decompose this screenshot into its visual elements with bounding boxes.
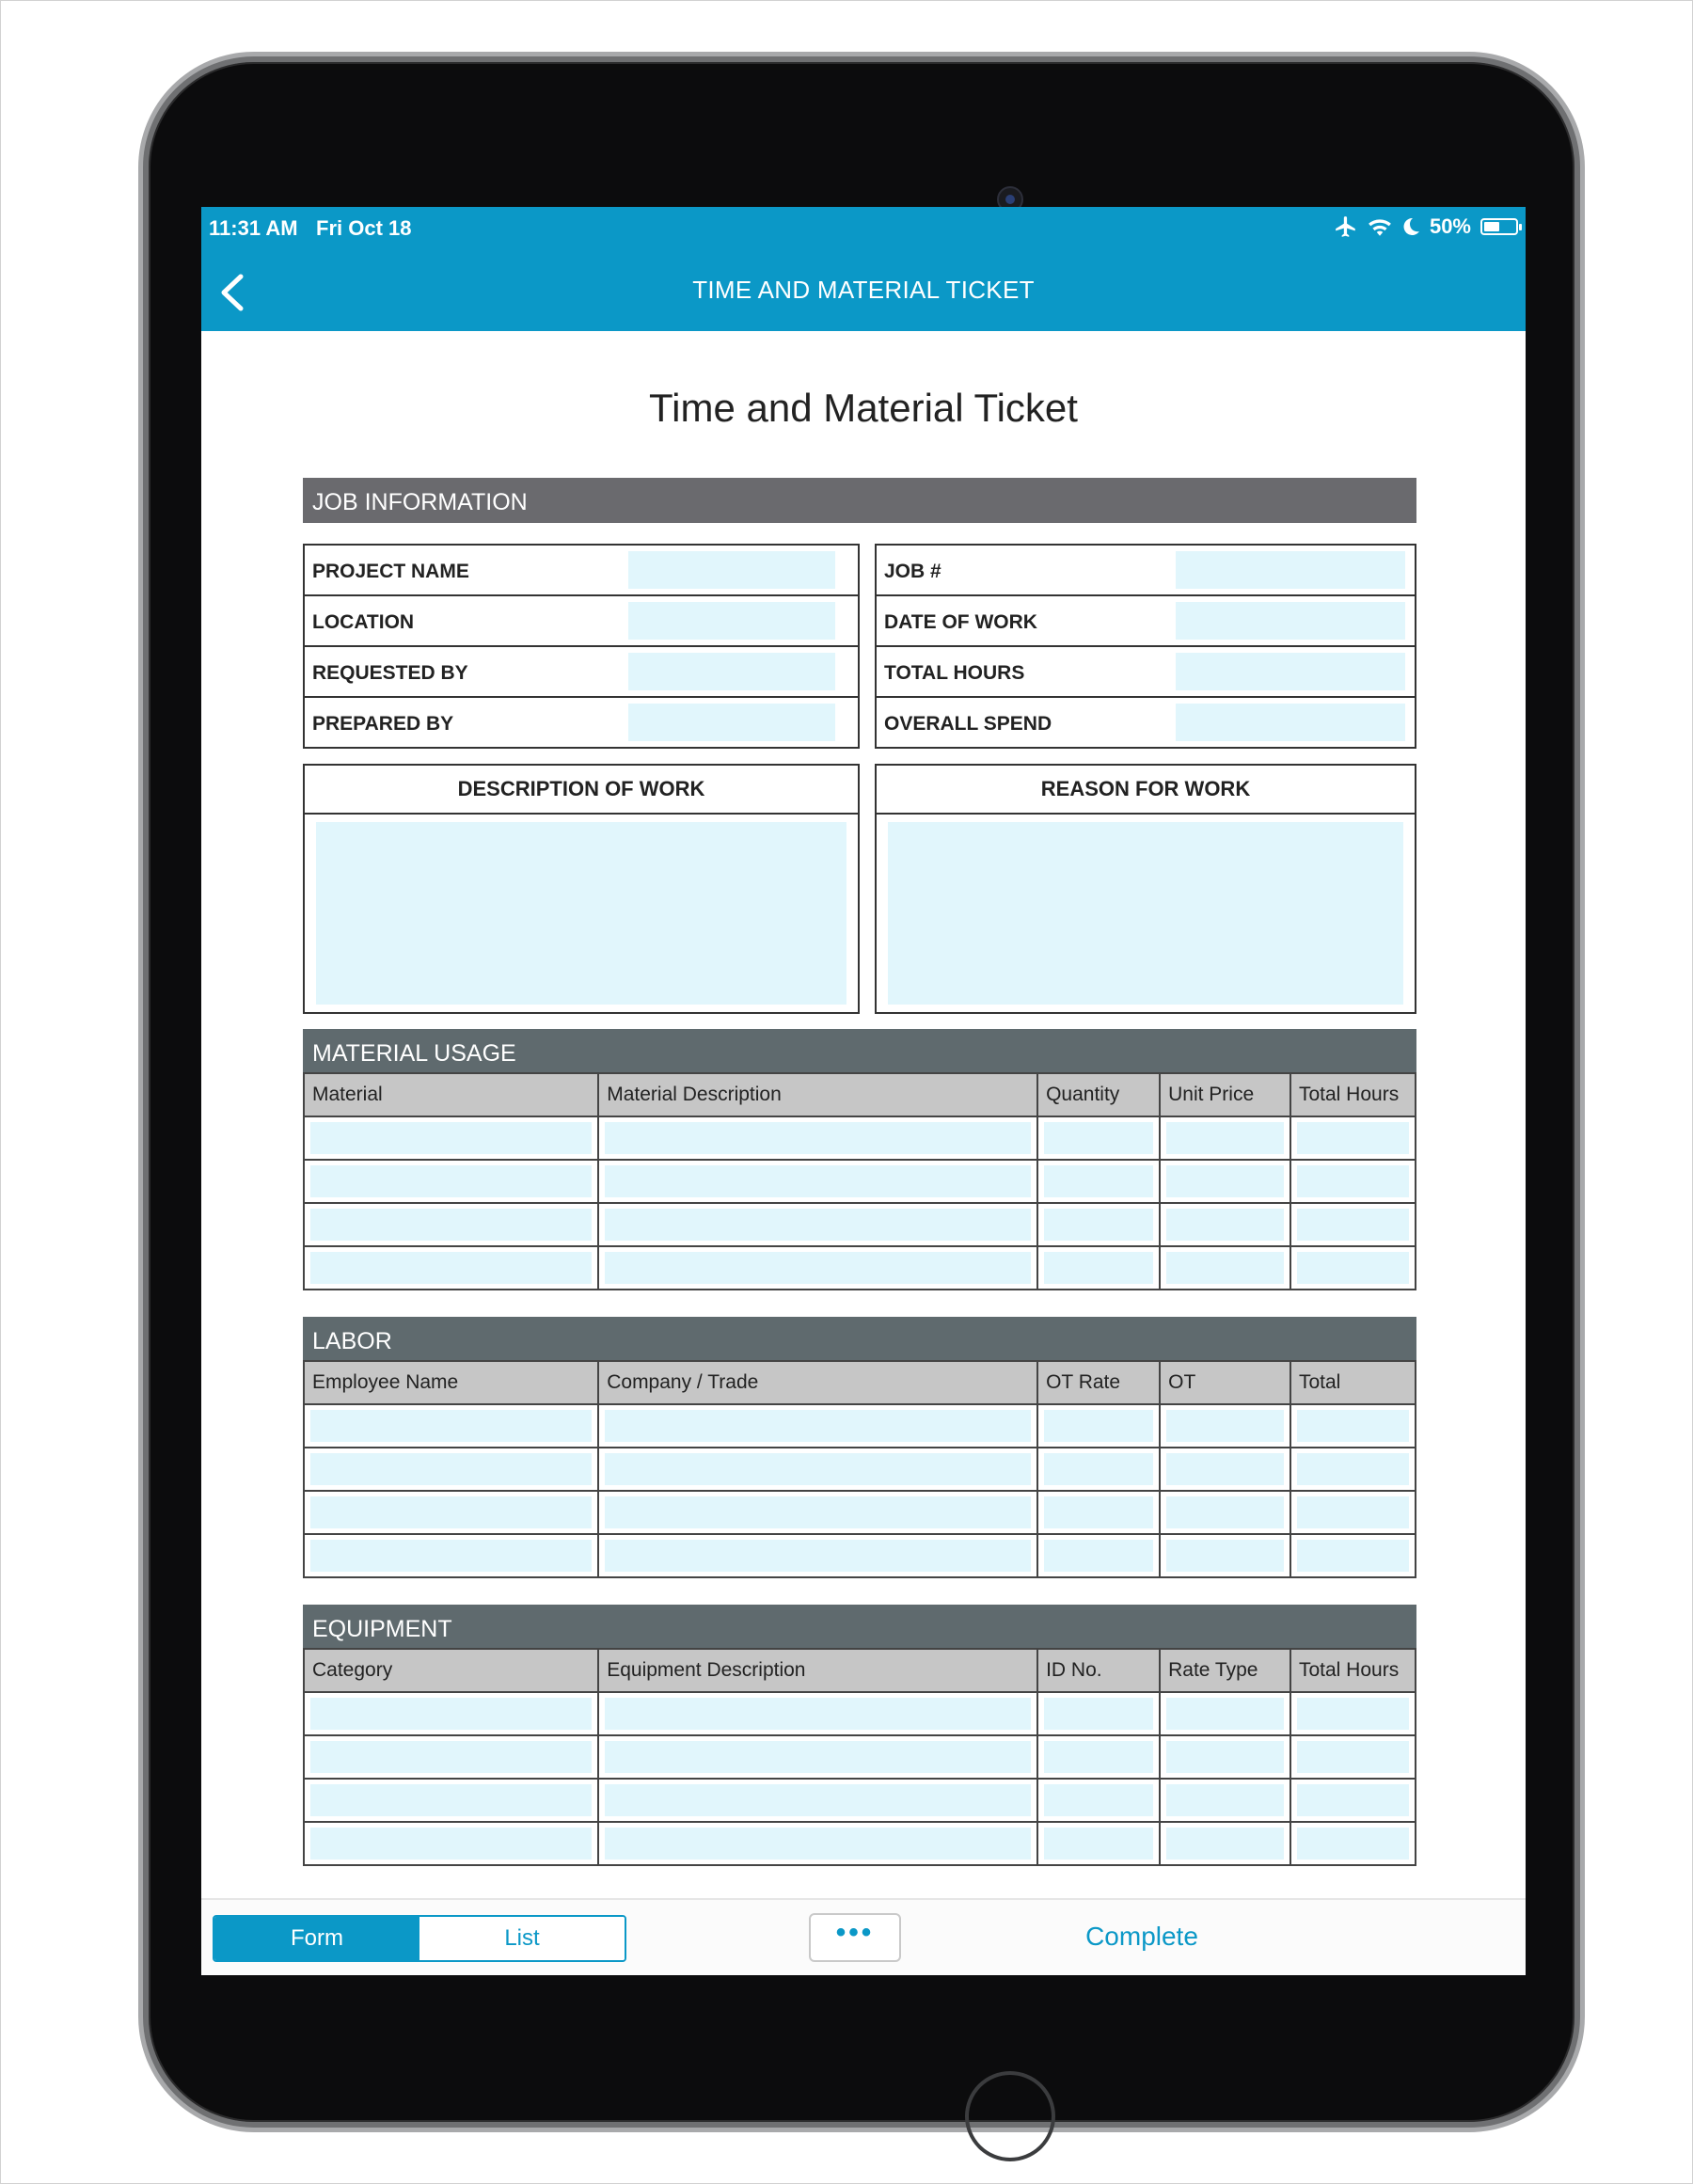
section-header-labor: LABOR	[303, 1317, 1416, 1362]
table-cell	[1037, 1692, 1160, 1735]
table-row	[304, 1534, 1416, 1577]
cell-input[interactable]	[310, 1122, 592, 1154]
cell-input[interactable]	[1166, 1496, 1284, 1528]
table-cell	[1037, 1246, 1160, 1290]
table-row	[304, 1692, 1416, 1735]
field-label: PROJECT NAME	[312, 561, 469, 582]
requested-by-input[interactable]	[628, 653, 835, 690]
cell-input[interactable]	[1166, 1453, 1284, 1485]
cell-input[interactable]	[1044, 1784, 1153, 1816]
job-number-input[interactable]	[1176, 551, 1405, 589]
table-cell	[1160, 1534, 1290, 1577]
table-header-row	[304, 1361, 1416, 1404]
section-header-job-information: JOB INFORMATION	[303, 478, 1416, 523]
table-cell	[304, 1692, 598, 1735]
field-label: OVERALL SPEND	[884, 713, 1052, 735]
table-cell	[1160, 1692, 1290, 1735]
material-usage-table	[303, 1072, 1416, 1290]
table-cell	[1160, 1116, 1290, 1160]
status-bar	[201, 207, 1526, 254]
column-header: Rate Type	[1160, 1649, 1290, 1692]
date-of-work-input[interactable]	[1176, 602, 1405, 640]
cell-input[interactable]	[310, 1209, 592, 1241]
column-header: Total Hours	[1290, 1649, 1416, 1692]
app-screen	[201, 207, 1526, 1975]
description-of-work-box	[303, 764, 860, 1014]
column-header: Employee Name	[304, 1361, 598, 1404]
cell-input[interactable]	[310, 1165, 592, 1197]
table-cell	[1037, 1404, 1160, 1448]
table-cell	[598, 1534, 1037, 1577]
cell-input[interactable]	[1297, 1741, 1409, 1773]
cell-input[interactable]	[1297, 1496, 1409, 1528]
cell-input[interactable]	[310, 1252, 592, 1284]
table-row	[304, 1116, 1416, 1160]
table-cell	[1290, 1448, 1416, 1491]
project-name-input[interactable]	[628, 551, 835, 589]
cell-input[interactable]	[310, 1496, 592, 1528]
table-cell	[304, 1779, 598, 1822]
reason-for-work-box	[875, 764, 1416, 1014]
nav-title: TIME AND MATERIAL TICKET	[692, 276, 1035, 304]
table-cell	[1037, 1534, 1160, 1577]
table-cell	[304, 1160, 598, 1203]
cell-input[interactable]	[1166, 1784, 1284, 1816]
segment-form[interactable]: Form	[214, 1917, 419, 1960]
table-cell	[304, 1116, 598, 1160]
more-options-button[interactable]: •••	[809, 1913, 901, 1962]
status-date: Fri Oct 18	[316, 216, 412, 240]
description-of-work-label: DESCRIPTION OF WORK	[305, 766, 858, 815]
cell-input[interactable]	[605, 1165, 1031, 1197]
info-row-location	[305, 596, 858, 647]
cell-input[interactable]	[1044, 1209, 1153, 1241]
column-header: Material Description	[598, 1073, 1037, 1116]
airplane-icon	[1334, 214, 1358, 239]
cell-input[interactable]	[1044, 1496, 1153, 1528]
cell-input[interactable]	[1297, 1698, 1409, 1730]
table-cell	[304, 1822, 598, 1865]
table-cell	[1290, 1822, 1416, 1865]
info-row-job-number	[877, 546, 1415, 596]
reason-for-work-input[interactable]	[888, 822, 1403, 1005]
cell-input[interactable]	[1044, 1741, 1153, 1773]
table-cell	[1037, 1448, 1160, 1491]
table-cell	[1037, 1116, 1160, 1160]
column-header: Equipment Description	[598, 1649, 1037, 1692]
table-cell	[1290, 1534, 1416, 1577]
table-cell	[304, 1404, 598, 1448]
table-cell	[1290, 1246, 1416, 1290]
reason-for-work-label: REASON FOR WORK	[877, 766, 1415, 815]
table-row	[304, 1404, 1416, 1448]
cell-input[interactable]	[1044, 1410, 1153, 1442]
battery-icon	[1480, 218, 1518, 235]
table-cell	[598, 1822, 1037, 1865]
table-cell	[1160, 1822, 1290, 1865]
table-cell	[598, 1203, 1037, 1246]
info-row-date-of-work	[877, 596, 1415, 647]
cell-input[interactable]	[1166, 1741, 1284, 1773]
cell-input[interactable]	[1166, 1209, 1284, 1241]
cell-input[interactable]	[310, 1698, 592, 1730]
field-label: LOCATION	[312, 611, 415, 633]
table-cell	[304, 1246, 598, 1290]
column-header: OT	[1160, 1361, 1290, 1404]
table-cell	[304, 1735, 598, 1779]
table-cell	[1037, 1735, 1160, 1779]
table-cell	[1037, 1779, 1160, 1822]
cell-input[interactable]	[605, 1496, 1031, 1528]
cell-input[interactable]	[310, 1741, 592, 1773]
cell-input[interactable]	[1166, 1540, 1284, 1572]
table-cell	[1160, 1203, 1290, 1246]
table-cell	[1290, 1203, 1416, 1246]
info-row-overall-spend	[877, 698, 1415, 747]
cell-input[interactable]	[1297, 1453, 1409, 1485]
battery-percent: 50%	[1429, 214, 1471, 238]
table-cell	[598, 1491, 1037, 1534]
status-indicators	[1334, 214, 1518, 239]
cell-input[interactable]	[1166, 1165, 1284, 1197]
cell-input[interactable]	[605, 1122, 1031, 1154]
table-cell	[1160, 1448, 1290, 1491]
table-row	[304, 1160, 1416, 1203]
cell-input[interactable]	[1166, 1252, 1284, 1284]
column-header: Unit Price	[1160, 1073, 1290, 1116]
cell-input[interactable]	[605, 1741, 1031, 1773]
column-header: Quantity	[1037, 1073, 1160, 1116]
field-label: JOB #	[884, 561, 941, 582]
table-cell	[304, 1534, 598, 1577]
table-cell	[598, 1404, 1037, 1448]
cell-input[interactable]	[1297, 1209, 1409, 1241]
table-row	[304, 1203, 1416, 1246]
table-cell	[1160, 1735, 1290, 1779]
table-cell	[598, 1735, 1037, 1779]
table-row	[304, 1491, 1416, 1534]
cell-input[interactable]	[310, 1784, 592, 1816]
table-row	[304, 1779, 1416, 1822]
table-row	[304, 1246, 1416, 1290]
cell-input[interactable]	[1166, 1410, 1284, 1442]
cell-input[interactable]	[310, 1453, 592, 1485]
description-of-work-input[interactable]	[316, 822, 846, 1005]
cell-input[interactable]	[1166, 1122, 1284, 1154]
labor-table	[303, 1360, 1416, 1578]
table-cell	[1290, 1735, 1416, 1779]
equipment-table	[303, 1648, 1416, 1866]
cell-input[interactable]	[1297, 1122, 1409, 1154]
prepared-by-input[interactable]	[628, 704, 835, 741]
location-input[interactable]	[628, 602, 835, 640]
field-label: DATE OF WORK	[884, 611, 1037, 633]
table-cell	[1160, 1491, 1290, 1534]
segment-list[interactable]: List	[419, 1917, 625, 1960]
cell-input[interactable]	[1297, 1410, 1409, 1442]
table-cell	[1160, 1779, 1290, 1822]
cell-input[interactable]	[1044, 1540, 1153, 1572]
cell-input[interactable]	[1044, 1828, 1153, 1860]
field-label: TOTAL HOURS	[884, 662, 1025, 684]
info-row-total-hours	[877, 647, 1415, 698]
field-label: PREPARED BY	[312, 713, 454, 735]
battery-fill	[1484, 222, 1499, 231]
cell-input[interactable]	[1044, 1252, 1153, 1284]
job-info-left-table	[303, 544, 860, 749]
table-cell	[304, 1448, 598, 1491]
bottom-toolbar	[201, 1898, 1526, 1975]
home-button[interactable]	[965, 2071, 1055, 2161]
column-header: OT Rate	[1037, 1361, 1160, 1404]
cell-input[interactable]	[605, 1828, 1031, 1860]
info-row-prepared-by	[305, 698, 858, 747]
job-info-right-table	[875, 544, 1416, 749]
table-cell	[1290, 1160, 1416, 1203]
table-row	[304, 1448, 1416, 1491]
table-cell	[1037, 1822, 1160, 1865]
info-row-project-name	[305, 546, 858, 596]
view-segmented-control	[213, 1915, 626, 1962]
table-cell	[1290, 1692, 1416, 1735]
table-cell	[598, 1160, 1037, 1203]
table-cell	[304, 1203, 598, 1246]
column-header: Material	[304, 1073, 598, 1116]
status-time: 11:31 AM	[209, 216, 298, 240]
cell-input[interactable]	[605, 1453, 1031, 1485]
cell-input[interactable]	[1166, 1698, 1284, 1730]
overall-spend-input[interactable]	[1176, 704, 1405, 741]
cell-input[interactable]	[1297, 1540, 1409, 1572]
table-header-row	[304, 1649, 1416, 1692]
table-cell	[1160, 1404, 1290, 1448]
cell-input[interactable]	[310, 1410, 592, 1442]
section-header-material-usage: MATERIAL USAGE	[303, 1029, 1416, 1074]
table-cell	[598, 1692, 1037, 1735]
cell-input[interactable]	[605, 1410, 1031, 1442]
cell-input[interactable]	[605, 1698, 1031, 1730]
cell-input[interactable]	[310, 1540, 592, 1572]
table-cell	[598, 1116, 1037, 1160]
cell-input[interactable]	[1297, 1828, 1409, 1860]
document-title: Time and Material Ticket	[649, 386, 1078, 430]
cell-input[interactable]	[310, 1828, 592, 1860]
column-header: ID No.	[1037, 1649, 1160, 1692]
info-row-requested-by	[305, 647, 858, 698]
wifi-icon	[1368, 215, 1392, 238]
cell-input[interactable]	[1297, 1252, 1409, 1284]
column-header: Total	[1290, 1361, 1416, 1404]
field-label: REQUESTED BY	[312, 662, 468, 684]
table-cell	[1037, 1160, 1160, 1203]
table-cell	[1290, 1116, 1416, 1160]
cell-input[interactable]	[605, 1252, 1031, 1284]
table-cell	[598, 1448, 1037, 1491]
cell-input[interactable]	[1044, 1165, 1153, 1197]
table-cell	[1290, 1491, 1416, 1534]
table-cell	[1037, 1491, 1160, 1534]
table-header-row	[304, 1073, 1416, 1116]
table-row	[304, 1735, 1416, 1779]
table-cell	[1160, 1246, 1290, 1290]
table-cell	[304, 1491, 598, 1534]
nav-bar	[201, 254, 1526, 331]
table-cell	[598, 1779, 1037, 1822]
table-cell	[1290, 1404, 1416, 1448]
column-header: Category	[304, 1649, 598, 1692]
table-row	[304, 1822, 1416, 1865]
cell-input[interactable]	[1297, 1784, 1409, 1816]
cell-input[interactable]	[1044, 1453, 1153, 1485]
column-header: Company / Trade	[598, 1361, 1037, 1404]
section-header-equipment: EQUIPMENT	[303, 1605, 1416, 1650]
cell-input[interactable]	[605, 1540, 1031, 1572]
cell-input[interactable]	[605, 1784, 1031, 1816]
cell-input[interactable]	[605, 1209, 1031, 1241]
cell-input[interactable]	[1044, 1122, 1153, 1154]
cell-input[interactable]	[1044, 1698, 1153, 1730]
moon-icon	[1401, 216, 1420, 237]
cell-input[interactable]	[1297, 1165, 1409, 1197]
table-cell	[1290, 1779, 1416, 1822]
column-header: Total Hours	[1290, 1073, 1416, 1116]
cell-input[interactable]	[1166, 1828, 1284, 1860]
table-cell	[1037, 1203, 1160, 1246]
table-cell	[1160, 1160, 1290, 1203]
complete-button[interactable]: Complete	[1085, 1922, 1198, 1951]
total-hours-input[interactable]	[1176, 653, 1405, 690]
table-cell	[598, 1246, 1037, 1290]
